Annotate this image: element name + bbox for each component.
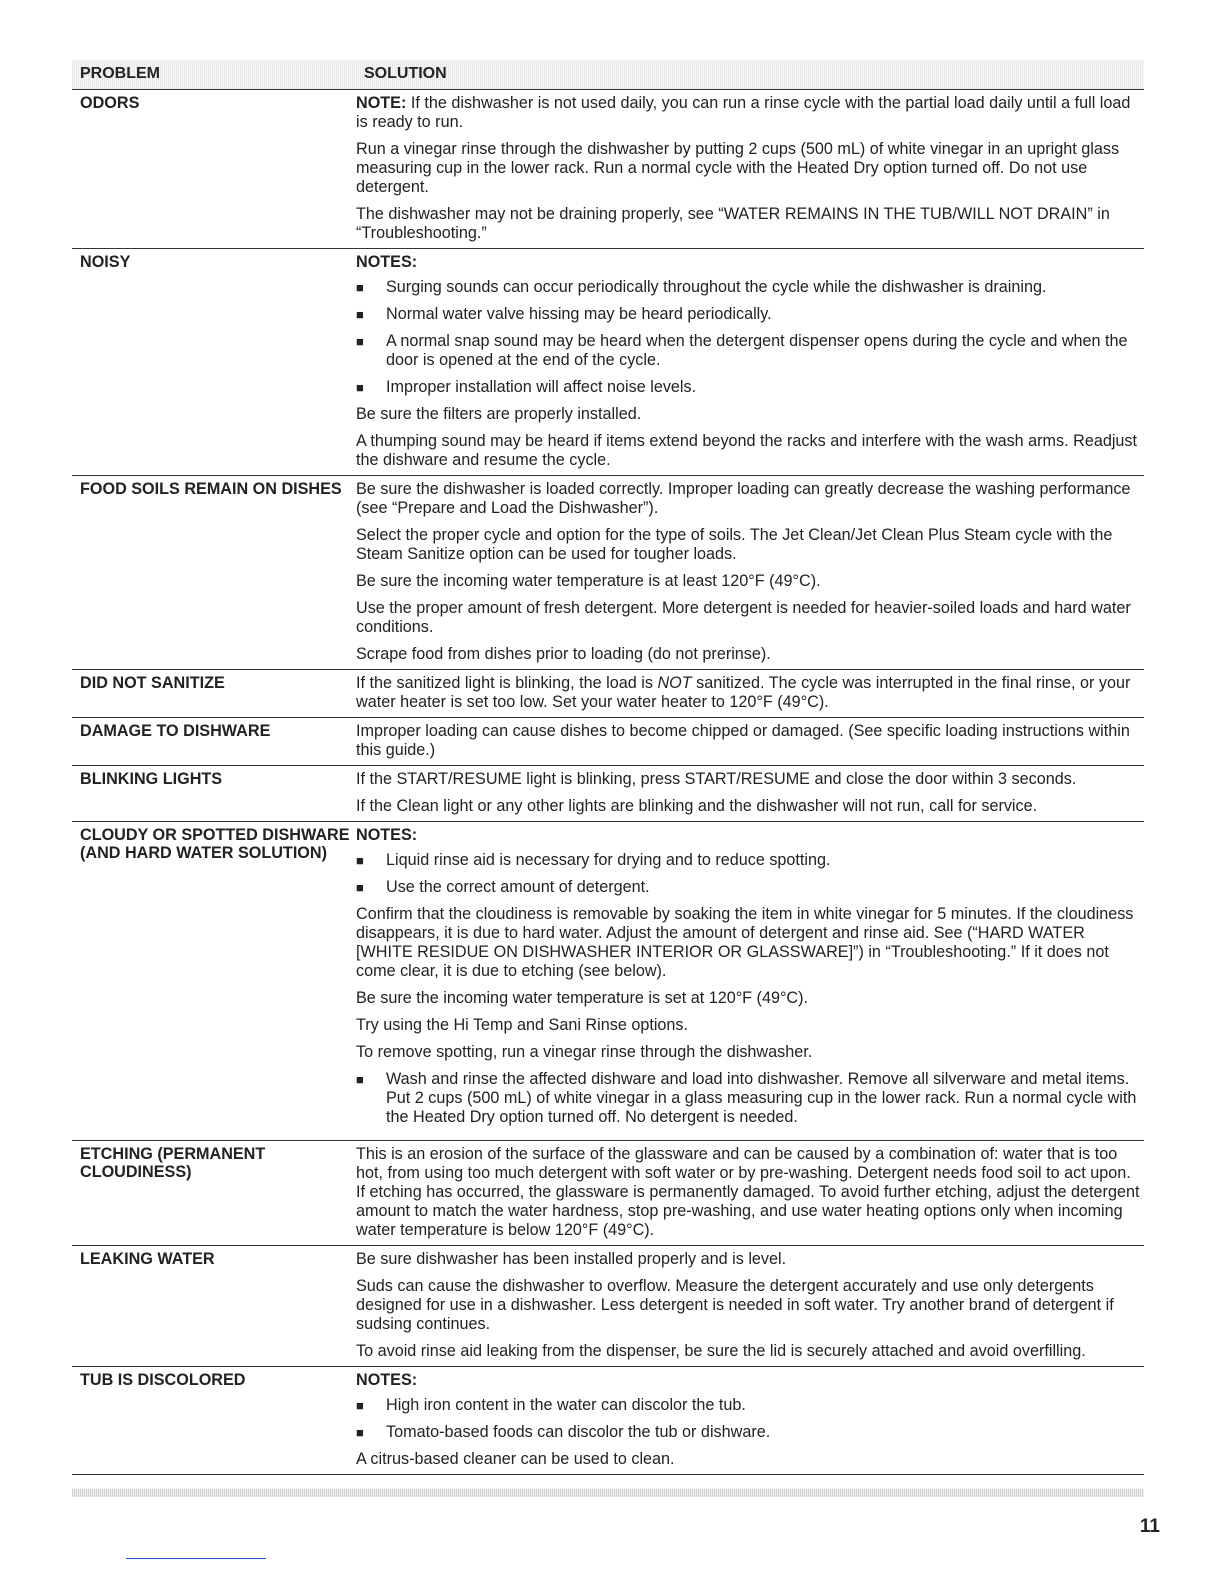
bullet-text: High iron content in the water can discolor the tub. xyxy=(386,1396,746,1414)
solution-paragraph: Try using the Hi Temp and Sani Rinse options. xyxy=(356,1016,689,1034)
solution-paragraph: Be sure the dishwasher is loaded correctly. Improper loading can greatly decrease the washing performance (see “Prepare and Load the Dishwasher”). xyxy=(356,480,1131,517)
problem-cell: ETCHING (PERMANENT CLOUDINESS) xyxy=(80,1145,266,1181)
bullet-item xyxy=(356,878,1144,897)
bullet-icon: ■ xyxy=(356,307,364,322)
bullet-item xyxy=(356,1070,1144,1127)
solution-paragraph: This is an erosion of the surface of the glassware and can be caused by a combination of: water that is too hot, from using too much detergent with soft water or by pre-washing. Detergent needs food soil to act upon. If etching has occurred, the glassware is permanently damaged. To avoid further etching, adjust the detergent amount to match the water hardness, stop pre-washing, and use water heating options only when incoming water temperature is below 120°F (49°C). xyxy=(356,1145,1140,1239)
problem-cell: DID NOT SANITIZE xyxy=(80,674,225,692)
solution-paragraph: Be sure the incoming water temperature is at least 120°F (49°C). xyxy=(356,572,821,590)
solution-cell xyxy=(356,1371,1144,1469)
note-text: If the dishwasher is not used daily, you can run a rinse cycle with the partial load daily until a full load is ready to run. xyxy=(356,94,1131,131)
bullet-item xyxy=(356,1396,1144,1415)
bullet-icon: ■ xyxy=(356,853,364,868)
solution-cell xyxy=(356,674,1144,712)
solution-paragraph: Confirm that the cloudiness is removable by soaking the item in white vinegar for 5 minutes. If the cloudiness disappears, it is due to hard water. Adjust the amount of detergent and rinse aid. See (“HARD WATER [WHITE RESIDUE ON DISHWASHER INTERIOR OR GLASSWARE]”) in “Troubleshooting.” If it does not come clear, it is due to etching (see below). xyxy=(356,905,1134,980)
solution-paragraph: To remove spotting, run a vinegar rinse through the dishwasher. xyxy=(356,1043,813,1061)
bullet-item xyxy=(356,851,1144,870)
problem-cell: BLINKING LIGHTS xyxy=(80,770,223,788)
bullet-item xyxy=(356,332,1144,370)
solution-paragraph: The dishwasher may not be draining properly, see “WATER REMAINS IN THE TUB/WILL NOT DRAIN” in “Troubleshooting.” xyxy=(356,205,1110,242)
table-row xyxy=(72,249,1144,476)
table-row xyxy=(72,476,1144,670)
bullet-icon: ■ xyxy=(356,334,364,349)
table-row xyxy=(72,766,1144,822)
table-body xyxy=(72,90,1144,1475)
solution-cell xyxy=(356,1250,1144,1361)
notes-heading: NOTES: xyxy=(356,1371,418,1389)
emphasis-text: NOT xyxy=(657,674,692,692)
bullet-text: Improper installation will affect noise levels. xyxy=(386,378,697,396)
text-after: sanitized. The cycle was interrupted in the final rinse, or your water heater is set too low. Set your water heater to 120°F (49°C). xyxy=(356,674,1131,711)
solution-cell xyxy=(356,722,1144,760)
problem-cell: FOOD SOILS REMAIN ON DISHES xyxy=(80,480,342,498)
solution-paragraph xyxy=(356,674,1144,712)
solution-cell xyxy=(356,826,1144,1135)
problem-cell: CLOUDY OR SPOTTED DISHWARE (AND HARD WATER SOLUTION) xyxy=(80,826,350,862)
solution-cell xyxy=(356,253,1144,470)
table-header xyxy=(72,60,1144,90)
table-row xyxy=(72,822,1144,1141)
bullet-text: Liquid rinse aid is necessary for drying and to reduce spotting. xyxy=(386,851,831,869)
solution-paragraph: Improper loading can cause dishes to become chipped or damaged. (See specific loading instructions within this guide.) xyxy=(356,722,1130,759)
solution-paragraph: A citrus-based cleaner can be used to clean. xyxy=(356,1450,675,1468)
note-label: NOTE: xyxy=(356,94,407,112)
note-paragraph xyxy=(356,94,1144,132)
table-row xyxy=(72,670,1144,718)
solution-cell xyxy=(356,1145,1144,1240)
solution-paragraph: Be sure dishwasher has been installed properly and is level. xyxy=(356,1250,787,1268)
table-row xyxy=(72,1246,1144,1367)
troubleshooting-table xyxy=(72,60,1144,1475)
solution-paragraph: If the START/RESUME light is blinking, press START/RESUME and close the door within 3 seconds. xyxy=(356,770,1077,788)
solution-paragraph: Scrape food from dishes prior to loading (do not prerinse). xyxy=(356,645,771,663)
problem-cell: ODORS xyxy=(80,94,140,112)
bullet-icon: ■ xyxy=(356,880,364,895)
table-bottom-rule xyxy=(72,1489,1144,1497)
text-before: If the sanitized light is blinking, the load is xyxy=(356,674,658,692)
notes-heading: NOTES: xyxy=(356,253,418,271)
solution-paragraph: Be sure the incoming water temperature is set at 120°F (49°C). xyxy=(356,989,809,1007)
problem-cell: NOISY xyxy=(80,253,131,271)
problem-column-header: PROBLEM xyxy=(80,65,160,82)
bullet-icon: ■ xyxy=(356,1425,364,1440)
solution-paragraph: To avoid rinse aid leaking from the dispenser, be sure the lid is securely attached and avoid overfilling. xyxy=(356,1342,1086,1360)
bullet-item xyxy=(356,278,1144,297)
table-row xyxy=(72,90,1144,249)
solution-paragraph: A thumping sound may be heard if items extend beyond the racks and interfere with the wash arms. Readjust the dishware and resume the cycle. xyxy=(356,432,1138,469)
table-row xyxy=(72,1141,1144,1246)
bullet-text: Tomato-based foods can discolor the tub or dishware. xyxy=(386,1423,771,1441)
footer-link-line xyxy=(126,1558,266,1559)
bullet-item xyxy=(356,378,1144,397)
notes-heading: NOTES: xyxy=(356,826,418,844)
solution-cell xyxy=(356,770,1144,816)
bullet-text: Use the correct amount of detergent. xyxy=(386,878,650,896)
solution-column-header: SOLUTION xyxy=(364,65,447,82)
solution-cell xyxy=(356,94,1144,243)
problem-cell: LEAKING WATER xyxy=(80,1250,215,1268)
table-row xyxy=(72,1367,1144,1475)
solution-paragraph: Suds can cause the dishwasher to overflow. Measure the detergent accurately and use only detergents designed for use in a dishwasher. Less detergent is needed in soft water. Try another brand of detergent if sudsing continues. xyxy=(356,1277,1114,1333)
bullet-icon: ■ xyxy=(356,1072,364,1087)
solution-paragraph: Select the proper cycle and option for the type of soils. The Jet Clean/Jet Clean Plus Steam cycle with the Steam Sanitize option can be used for tougher loads. xyxy=(356,526,1113,563)
bullet-text: Surging sounds can occur periodically throughout the cycle while the dishwasher is draining. xyxy=(386,278,1047,296)
page-number: 11 xyxy=(1139,1516,1160,1537)
solution-paragraph: Use the proper amount of fresh detergent. More detergent is needed for heavier-soiled loads and hard water conditions. xyxy=(356,599,1131,636)
solution-paragraph: Run a vinegar rinse through the dishwasher by putting 2 cups (500 mL) of white vinegar in an upright glass measuring cup in the lower rack. Run a normal cycle with the Heated Dry option turned off. Do not use detergent. xyxy=(356,140,1120,196)
bullet-item xyxy=(356,305,1144,324)
solution-paragraph: Be sure the filters are properly installed. xyxy=(356,405,642,423)
bullet-icon: ■ xyxy=(356,280,364,295)
problem-cell: TUB IS DISCOLORED xyxy=(80,1371,246,1389)
table-row xyxy=(72,718,1144,766)
problem-cell: DAMAGE TO DISHWARE xyxy=(80,722,271,740)
bullet-icon: ■ xyxy=(356,380,364,395)
bullet-icon: ■ xyxy=(356,1398,364,1413)
bullet-text: Normal water valve hissing may be heard periodically. xyxy=(386,305,772,323)
bullet-text: A normal snap sound may be heard when the detergent dispenser opens during the cycle and when the door is opened at the end of the cycle. xyxy=(386,332,1128,369)
bullet-text: Wash and rinse the affected dishware and load into dishwasher. Remove all silverware and metal items. Put 2 cups (500 mL) of white vinegar in a glass measuring cup in the lower rack. Run a normal cycle with the Heated Dry option turned off. No detergent is needed. xyxy=(386,1070,1137,1126)
solution-paragraph: If the Clean light or any other lights are blinking and the dishwasher will not run, call for service. xyxy=(356,797,1038,815)
solution-cell xyxy=(356,480,1144,664)
bullet-item xyxy=(356,1423,1144,1442)
